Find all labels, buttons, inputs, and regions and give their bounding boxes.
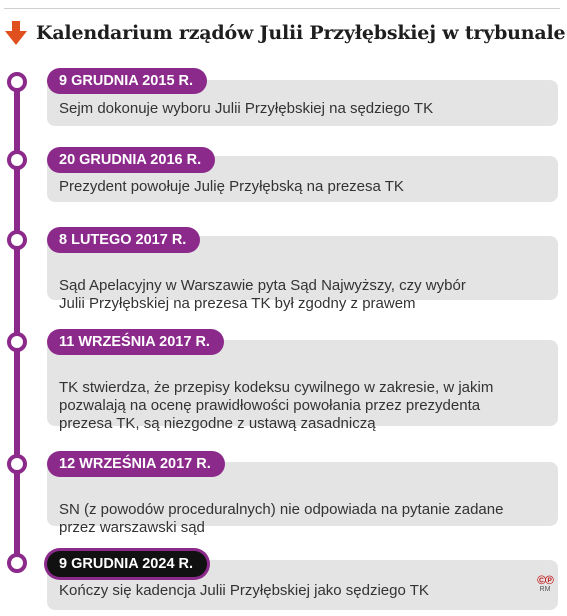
event-date-badge: 8 LUTEGO 2017 R.: [47, 227, 200, 253]
credit-text: RM: [539, 586, 551, 593]
event-date-badge: 9 GRUDNIA 2015 R.: [47, 68, 207, 94]
arrow-down-icon: [4, 20, 28, 46]
event-text: Sąd Apelacyjny w Warszawie pyta Sąd Najwyższy, czy wybór Julii Przyłębskiej na prezesa TK był zgodny z prawem: [59, 277, 466, 312]
event-text: Sejm dokonuje wyboru Julii Przyłębskiej na sędziego TK: [59, 100, 434, 117]
event-date-badge: 11 WRZEŚNIA 2017 R.: [47, 329, 224, 355]
timeline-node: [7, 72, 27, 92]
event-text: Kończy się kadencja Julii Przyłębskiej jako sędziego TK: [59, 582, 429, 599]
event-text: TK stwierdza, że przepisy kodeksu cywilnego w zakresie, w jakim pozwalają na ocenę prawidłowości powołania przez prezydenta prezesa TK, są niezgodne z ustawą zasadniczą: [59, 379, 494, 432]
timeline-node: [7, 454, 27, 474]
event-date-badge: 12 WRZEŚNIA 2017 R.: [47, 451, 225, 477]
credit: [530, 574, 560, 594]
event-text: SN (z powodów proceduralnych) nie odpowiada na pytanie zadane przez warszawski sąd: [59, 501, 504, 536]
timeline-node: [7, 332, 27, 352]
timeline-node: [7, 150, 27, 170]
timeline-node: [7, 553, 27, 573]
event-text: Prezydent powołuje Julię Przyłębską na prezesa TK: [59, 178, 404, 195]
event-date-badge: 20 GRUDNIA 2016 R.: [47, 147, 215, 173]
timeline-node: [7, 230, 27, 250]
credit-logo: ©℗: [537, 573, 553, 587]
top-rule: [4, 8, 560, 9]
header: [4, 18, 565, 48]
page-title: Kalendarium rządów Julii Przyłębskiej w trybunale: [36, 22, 566, 44]
event-date-badge-current: 9 GRUDNIA 2024 R.: [47, 551, 207, 577]
